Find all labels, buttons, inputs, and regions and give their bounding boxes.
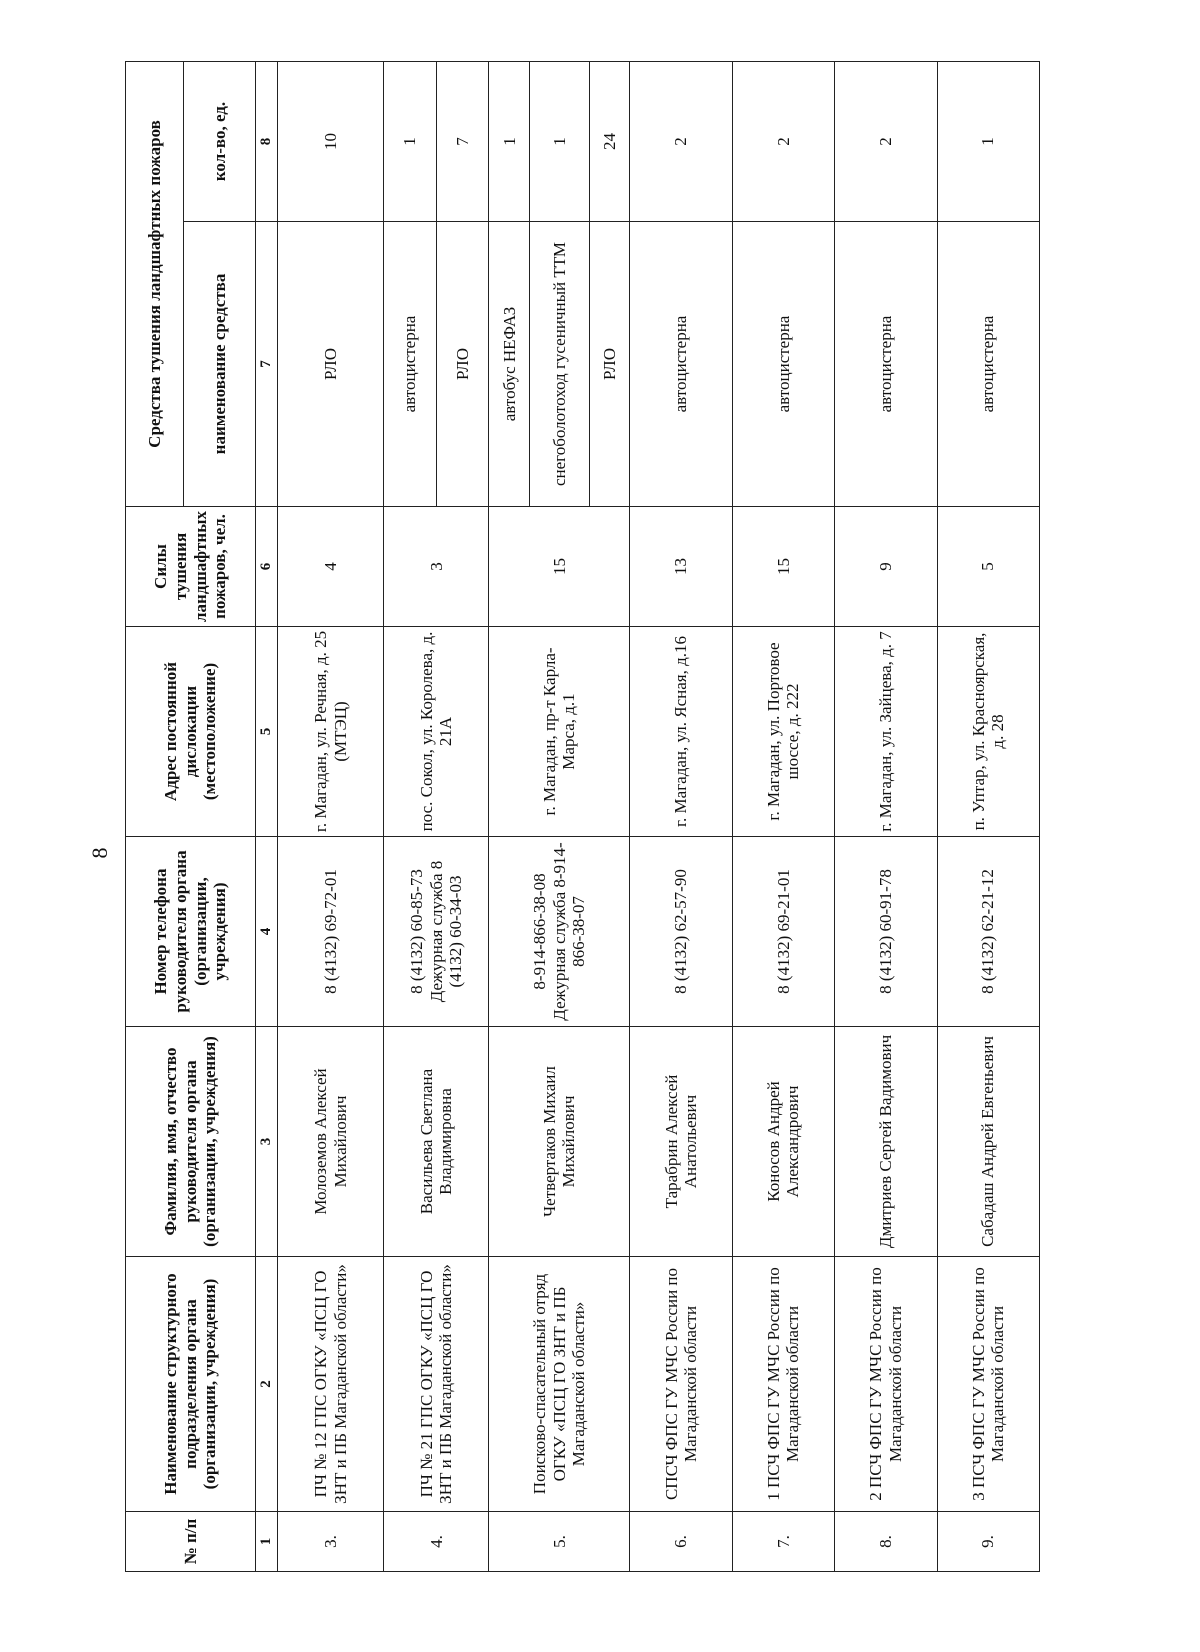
equipment-name: РЛО [590,222,630,507]
equipment-name: автоцистерна [835,222,937,507]
col-number: 7 [256,222,278,507]
equipment-name: автоцистерна [384,222,436,507]
header-fio: Фамилия, имя, отчество руководителя органа (организации, учреждения) [126,1027,256,1257]
phone: 8 (4132) 62-57-90 [630,837,732,1027]
forces: 15 [732,507,834,627]
row-number: 4. [384,1512,489,1572]
header-phone: Номер телефона руководителя органа (организации, учреждения) [126,837,256,1027]
header-equipment-group: Средства тушения ландшафтных пожаров [126,61,184,506]
head-name: Коносов Андрей Александрович [732,1027,834,1257]
row-number: 5. [489,1512,630,1572]
unit-name: СПСЧ ФПС ГУ МЧС России по Магаданской области [630,1257,732,1512]
col-number: 1 [256,1512,278,1572]
table-row [937,61,1039,1571]
phone: 8 (4132) 69-72-01 [278,837,384,1027]
header-no: № п/п [126,1512,256,1572]
forces: 4 [278,507,384,627]
header-equipment-count: кол-во, ед. [184,61,256,221]
table-row [489,61,530,1571]
head-name: Тарабрин Алексей Анатольевич [630,1027,732,1257]
head-name: Васильева Светлана Владимировна [384,1027,489,1257]
equipment-count: 1 [489,61,530,221]
header-forces: Силы тушения ландшафтных пожаров, чел. [126,507,256,627]
col-number: 8 [256,61,278,221]
equipment-name: автобус НЕФАЗ [489,222,530,507]
head-name: Молоземов Алексей Михайлович [278,1027,384,1257]
row-number: 7. [732,1512,834,1572]
unit-name: 2 ПСЧ ФПС ГУ МЧС России по Магаданской области [835,1257,937,1512]
phone: 8 (4132) 62-21-12 [937,837,1039,1027]
phone: 8 (4132) 60-91-78 [835,837,937,1027]
address: г. Магадан, ул. Портовое шоссе, д. 222 [732,627,834,837]
col-number: 5 [256,627,278,837]
equipment-name: автоцистерна [732,222,834,507]
unit-name: 3 ПСЧ ФПС ГУ МЧС России по Магаданской области [937,1257,1039,1512]
forces: 5 [937,507,1039,627]
table-row [835,61,937,1571]
phone: 8 (4132) 60-85-73 Дежурная служба 8 (4132) 60-34-03 [384,837,489,1027]
unit-name: Поисково-спасательный отряд ОГКУ «ПСЦ ГО ЗНТ и ПБ Магаданской области» [489,1257,630,1512]
rotated-table-container [125,62,1040,1572]
equipment-count: 2 [835,61,937,221]
address: пос. Сокол, ул. Королева, д. 21А [384,627,489,837]
address: г. Магадан, ул. Речная, д. 25 (МТЭЦ) [278,627,384,837]
equipment-count: 10 [278,61,384,221]
forces: 13 [630,507,732,627]
header-unit: Наименование структурного подразделения органа (организации, учреждения) [126,1257,256,1512]
equipment-name: автоцистерна [937,222,1039,507]
row-number: 9. [937,1512,1039,1572]
forces: 3 [384,507,489,627]
header-equipment-name: наименование средства [184,222,256,507]
head-name: Дмитриев Сергей Вадимович [835,1027,937,1257]
row-number: 8. [835,1512,937,1572]
equipment-count: 1 [937,61,1039,221]
equipment-count: 1 [384,61,436,221]
phone: 8-914-866-38-08 Дежурная служба 8-914-866-38-07 [489,837,630,1027]
equipment-count: 2 [732,61,834,221]
col-number: 6 [256,507,278,627]
equipment-name: РЛО [278,222,384,507]
page-number: 8 [87,847,112,859]
equipment-name: РЛО [436,222,488,507]
equipment-count: 7 [436,61,488,221]
unit-name: ПЧ № 21 ГПС ОГКУ «ПСЦ ГО ЗНТ и ПБ Магаданской области» [384,1257,489,1512]
unit-name: ПЧ № 12 ГПС ОГКУ «ПСЦ ГО ЗНТ и ПБ Магаданской области» [278,1257,384,1512]
forces: 15 [489,507,630,627]
header-address: Адрес постоянной дислокации (местоположение) [126,627,256,837]
equipment-name: автоцистерна [630,222,732,507]
phone: 8 (4132) 69-21-01 [732,837,834,1027]
resources-table [125,61,1040,1572]
equipment-name: снегоболотоход гусеничный ТТМ [530,222,590,507]
head-name: Сабадаш Андрей Евгеньевич [937,1027,1039,1257]
col-number: 4 [256,837,278,1027]
address: п. Уптар, ул. Красноярская, д. 28 [937,627,1039,837]
address: г. Магадан, пр-т Карла-Марса, д.1 [489,627,630,837]
equipment-count: 2 [630,61,732,221]
head-name: Четвертаков Михаил Михайлович [489,1027,630,1257]
table-row [630,61,732,1571]
equipment-count: 24 [590,61,630,221]
row-number: 3. [278,1512,384,1572]
forces: 9 [835,507,937,627]
table-row [384,61,436,1571]
address: г. Магадан, ул. Зайцева, д. 7 [835,627,937,837]
table-row [732,61,834,1571]
row-number: 6. [630,1512,732,1572]
address: г. Магадан, ул. Ясная, д.16 [630,627,732,837]
unit-name: 1 ПСЧ ФПС ГУ МЧС России по Магаданской области [732,1257,834,1512]
equipment-count: 1 [530,61,590,221]
col-number: 2 [256,1257,278,1512]
col-number: 3 [256,1027,278,1257]
table-row [278,61,384,1571]
